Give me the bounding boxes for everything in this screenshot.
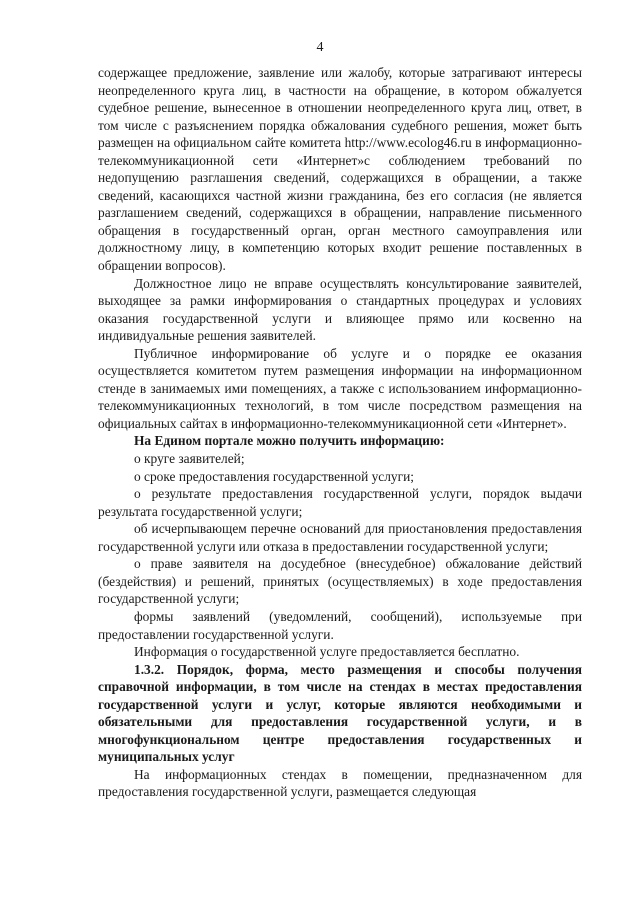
- list-item-appeal-right: о праве заявителя на досудебное (внесудебное) обжалование действий (бездействия) и решений, принятых (осуществляемых) в ходе предоставления государственной услуги;: [98, 556, 582, 607]
- paragraph-free-of-charge: Информация о государственной услуге предоставляется бесплатно.: [134, 644, 520, 660]
- page-number: 4: [316, 40, 324, 55]
- paragraph-official-consulting: Должностное лицо не вправе осуществлять консультирование заявителей, выходящее за рамки информирования о стандартных процедурах и условиях оказания государственной услуги и влияющее прямо или косвенно на индивидуальные решения заявителей.: [98, 275, 582, 344]
- document-body: [98, 64, 582, 801]
- paragraph-public-informing: Публичное информирование об услуге и о порядке ее оказания осуществляется комитетом путем размещения информации на информационном стенде в занимаемых ими помещениях, а также с использованием информационно-телекоммуникационных технологий, в том числе посредством размещения на официальных сайтах в информационно-телекоммуникационной сети «Интернет».: [98, 345, 582, 431]
- list-item-term: о сроке предоставления государственной услуги;: [134, 468, 414, 484]
- paragraph-info-stands: На информационных стендах в помещении, предназначенном для предоставления государственной услуги, размещается следующая: [98, 766, 582, 800]
- list-item-applicants: о круге заявителей;: [134, 451, 245, 467]
- list-item-forms: формы заявлений (уведомлений, сообщений), используемые при предоставлении государственной услуги.: [98, 608, 582, 642]
- list-item-result: о результате предоставления государственной услуги, порядок выдачи результата государственной услуги;: [98, 486, 582, 519]
- list-item-grounds: об исчерпывающем перечне оснований для приостановления предоставления государственной услуги или отказа в предоставлении государственной услуги;: [98, 521, 582, 554]
- paragraph-continuation: содержащее предложение, заявление или жалобу, которые затрагивают интересы неопределенного круга лиц, в частности на обращение, в котором обжалуется судебное решение, вынесенное в отношении неопределенного круга лиц, ответ, в том числе с разъяснением порядка обжалования судебного решения, может быть размещен на официальном сайте комитета http://www.ecolog46.ru в информационно-телекоммуникационной сети «Интернет»с соблюдением требований по недопущению разглашения сведений, содержащихся в обращении, а также сведений, касающихся частной жизни гражданина, без его согласия (не является разглашением сведений, содержащихся в обращении, направление письменного обращения в государственный орган, орган местного самоуправления или должностному лицу, в компетенцию которых входит решение поставленных в обращении вопросов).: [98, 65, 582, 274]
- paragraph-portal-heading: На Едином портале можно получить информацию:: [134, 433, 445, 449]
- section-heading-1-3-2: 1.3.2. Порядок, форма, место размещения и способы получения справочной информации, в том числе на стендах в местах предоставления государственной услуги и услуг, которые являются необходимыми и обязательными для предоставления государственной услуги, и в многофункциональном центре предоставления государственных и муниципальных услуг: [98, 661, 582, 765]
